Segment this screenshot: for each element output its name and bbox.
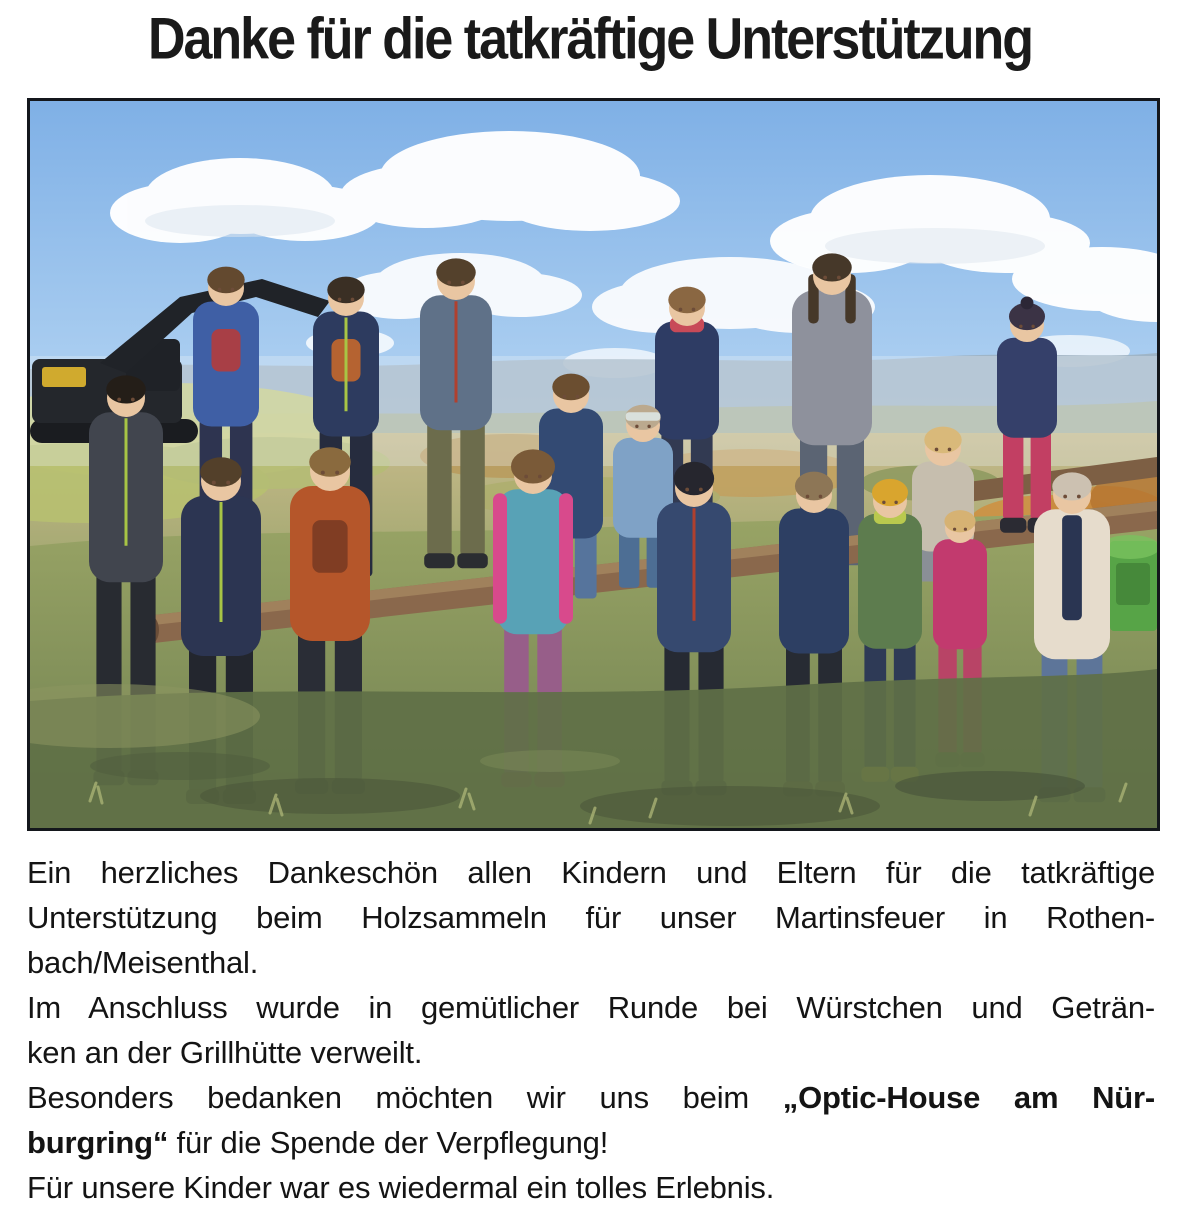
grass-foreground: [30, 669, 1157, 828]
article-text: für die Spende der Verpflegung!: [168, 1125, 609, 1160]
article-line: ken an der Grillhütte verweilt.: [27, 1035, 423, 1070]
sponsor-name: burgring“: [27, 1125, 169, 1160]
article-text: Besonders bedanken möchten wir uns beim: [27, 1080, 783, 1115]
article-line: Im Anschluss wurde in gemütlicher Runde bei Würstchen und Geträn-: [27, 990, 1155, 1025]
page-title-text: Danke für die tatkräftige Unterstützung: [147, 6, 1033, 72]
sponsor-name: „Optic-House am Nür-: [782, 1080, 1155, 1115]
article-line: bach/Meisenthal.: [27, 945, 259, 980]
group-photo-frame: [27, 98, 1160, 831]
article-line: [27, 1120, 1155, 1165]
group-photo: [30, 101, 1157, 828]
article-line: Ein herzliches Dankeschön allen Kindern und Eltern für die tatkräftige: [27, 855, 1155, 890]
article-line: Für unsere Kinder war es wiedermal ein tolles Erlebnis.: [27, 1170, 775, 1205]
page-title: [0, 6, 1180, 72]
article-line: Unterstützung beim Holzsammeln für unser Martinsfeuer in Rothen-: [27, 900, 1155, 935]
article-body: [27, 850, 1155, 1210]
article-line: [27, 1075, 1155, 1120]
